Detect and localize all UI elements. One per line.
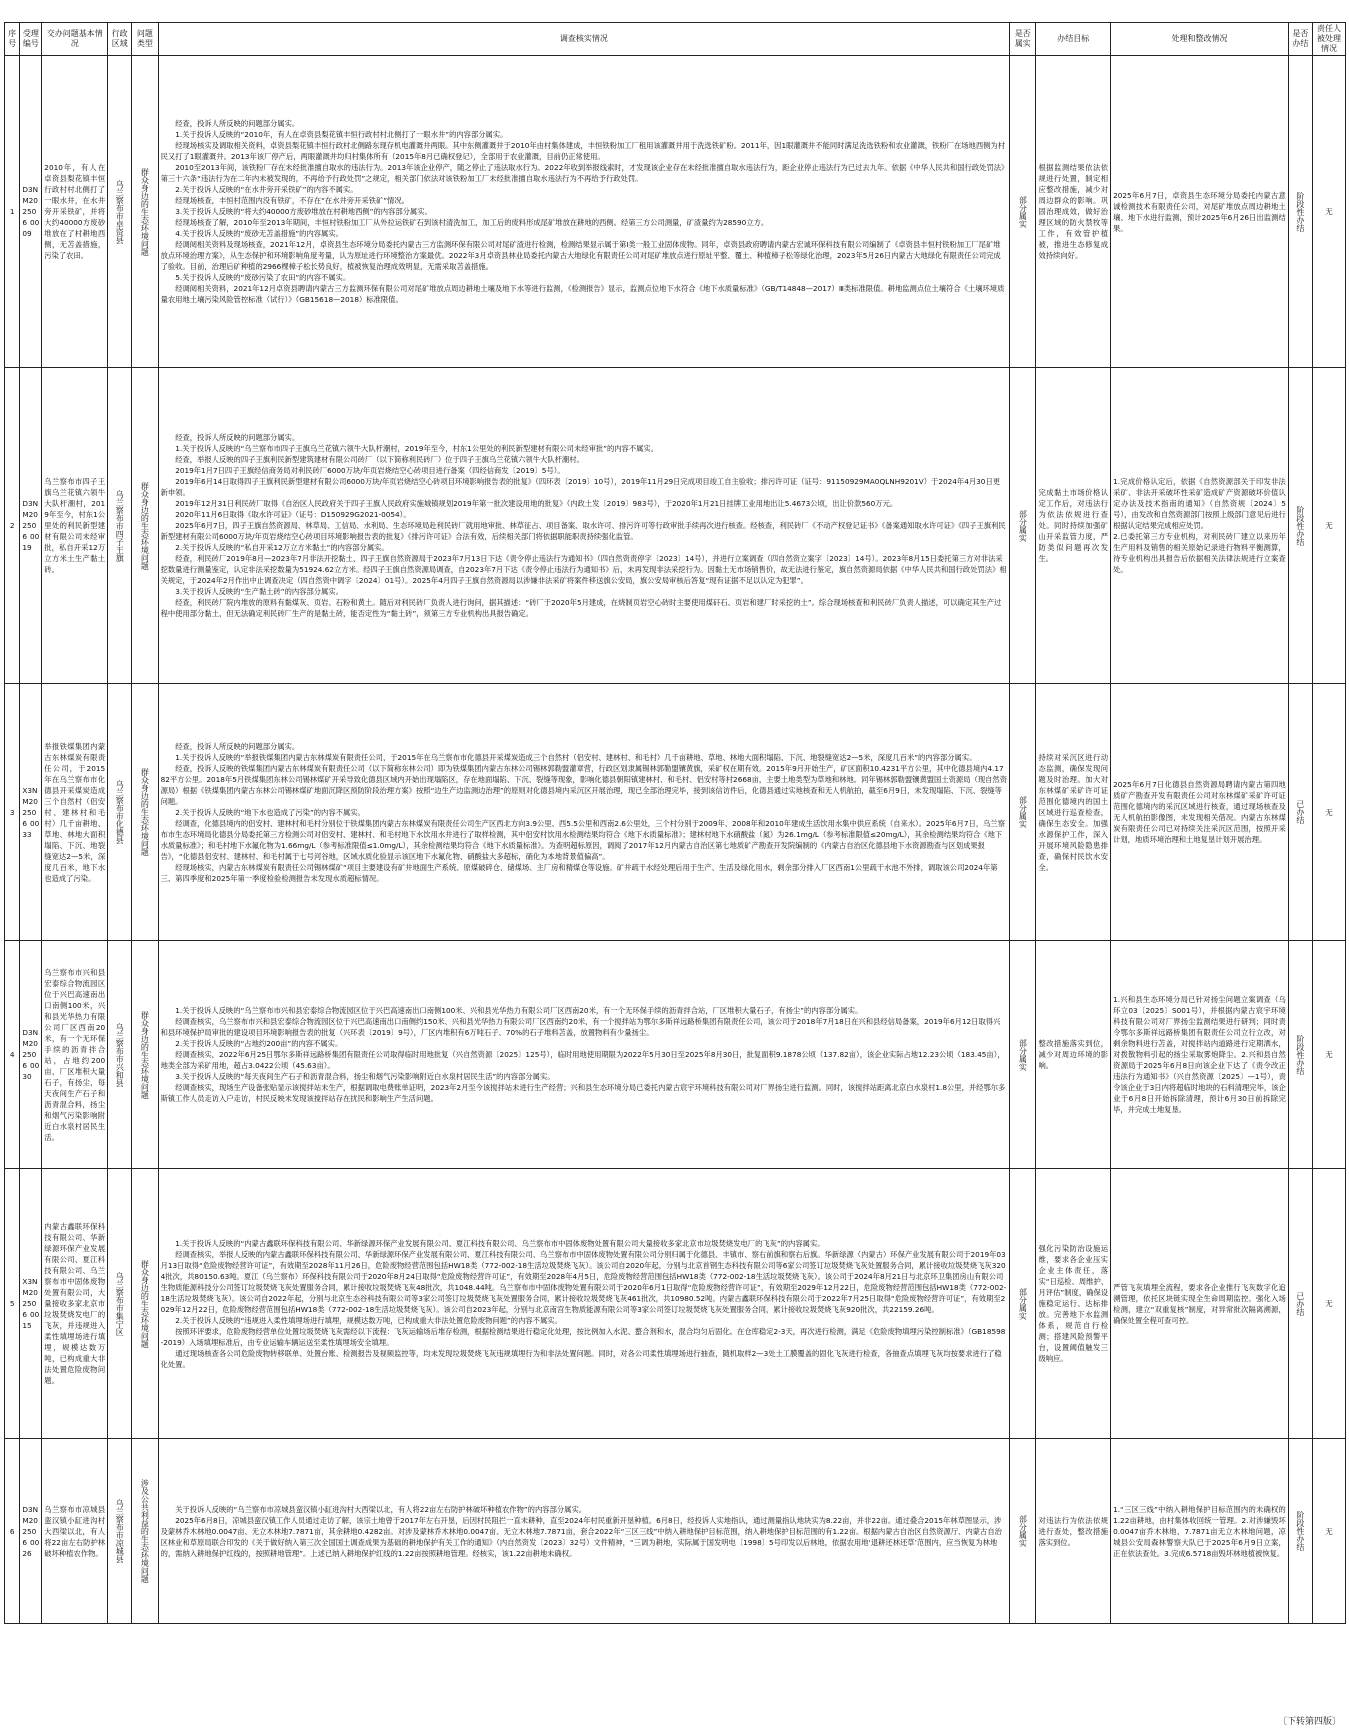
investigation-paragraph: 2019年1月7日四子王旗经信商务局对利民砖厂6000万块/年页岩烧结空心砖项目进行备案（四经信商发〔2019〕5号）。 <box>175 466 565 475</box>
row-goal: 根据监测结果依法依规进行处置，制定相应整改措施，减少对周边群众的影响。巩固治理成效，做好治理区域的防火禁牧等工作，有效管护植被，推进生态修复成效持续向好。 <box>1036 56 1111 368</box>
type-text: 群众身边的生态环境问题 <box>140 1010 150 1099</box>
row-handling: 严管飞灰填埋全流程，要求各企业推行飞灰数字化追溯管理，依托区块链实现全生命周期监控。强化入场检测，建立“双重复核”制度，对异常批次隔离溯源，确保处置全程可查可控。 <box>1111 1169 1289 1439</box>
investigation-paragraph: 2.关于投诉人反映的“违规进入柔性填埋场进行填埋，规模达数万吨，已构成重大非法处置危险废物问题”的内容不属实。 <box>175 1315 562 1325</box>
investigation-paragraph: 1.关于投诉人反映的“乌兰察布市兴和县宏泰综合物流园区位于兴巴高速南出口南侧100米、兴和县光华热力有限公司厂区西南20米，有一个无环保手续的沥青拌合站，厂区堆积大量石子，有扬尘”的内容部分属实。 <box>175 1006 863 1015</box>
truth-text: 部分属实 <box>1018 195 1028 228</box>
investigation-table <box>4 22 1346 1624</box>
row-code: X3NM202506 0015 <box>20 1169 42 1439</box>
row-investigation <box>158 684 1010 941</box>
row-truth <box>1010 684 1036 941</box>
region-text: 乌兰察布市兴和县 <box>115 1022 125 1087</box>
investigation-paragraph: 经调查核实，乌兰察布市兴和县宏泰综合物流园区位于兴巴高速南出口南侧约150米、兴和县光华热力有限公司厂区西南约20米，有一个搅拌站为鄂尔多斯祥远路桥集团有限责任公司，该公司于2018年7月18日在兴和县经信局备案，2019年6月12日取得兴和县环境保护局审批的建设项目环境影响报告表的批复（兴环表〔2019〕9号），厂区内堆积有6万吨石子、70%的石子堆料苫盖，放置物料有少量扬尘。 <box>160 1017 1001 1037</box>
investigation-paragraph: 经查，投诉人反映的铁煤集团内蒙古东林煤炭有限责任公司（以下简称东林公司）即为铁煤集团内蒙古东林公司锡林郭勒盟灌章营，行政区划隶属锡林郭勒盟镶黄旗，采矿权在期有效。2015年9月开始生产，矿区面积10.4231平方公里，其中化德县境内4.1782平方公里。2018年5月铁煤集团东林公司锡林煤矿开采导致化德县区域内开始出现塌陷区，存在地面塌陷、下沉、裂缝等现象，影响化德县朝阳镇建林村、和毛村、侣安村等村2668亩，主要土地类型为草地和林地。同年锡林郭勒盟镶黄盟国土资源局（现自然资源局）根据《铁煤集团内蒙古东林公司锡林煤矿地面沉降区预防阶段治理方案》按照“边生产边监测边治理”的原则对化德县境内采沉区开展治理，现已全部治理完毕，接到该信访件后，化德县通过实地核查和无人机航拍，截至6月9日，未发现塌陷、下沉、裂缝等问题。 <box>160 763 1008 806</box>
row-code: D3NM202506 0019 <box>20 368 42 684</box>
row-region <box>108 368 132 684</box>
row-closed <box>1288 1169 1312 1439</box>
row-handling: 1.兴和县生态环境分局已针对扬尘问题立案调查（乌环立03〔2025〕S001号），并根据内蒙古宸宇环境科技有限公司对厂界扬尘监测结果进行研判；同时责令鄂尔多斯祥远路桥集团有限责任公司立行立改，对剩余物料进行苫盖，对搅拌站内道路进行定期洒水，对拨散物料引起的扬尘采取雾炮降尘。2.兴和县自然资源局于2025年6月8日向该企业下达了《责令改正违法行为通知书》（兴自然资源〔2025〕—1号），责令该企业于3日内将超临时地块的石料清理完毕，该企业于6月8日开始拆除清理，预计6月30日前拆除完毕，并完成土地复垦。 <box>1111 941 1289 1169</box>
row-seq: 6 <box>5 1439 20 1624</box>
row-investigation <box>158 1439 1010 1624</box>
investigation-paragraph: 经现场核查，丰恒村范围内没有铁矿，不存在“在水井旁开采铁矿”情况。 <box>175 196 409 205</box>
investigation-paragraph: 1.关于投诉人反映的“举报铁煤集团内蒙古东林煤炭有限责任公司，于2015年在乌兰察布市化德县开采煤炭造成三个自然村（侣安村、建林村、和毛村）几千亩耕地、草地、林地大面积塌陷、下沉、地裂缝宽达2—5米，深度几百米”的内容部分属实。 <box>175 752 977 762</box>
row-goal: 完成黏土市场价格认定工作后，对违法行为依法依规进行查处。同时持续加强矿山开采监管力度，严防类似问题再次发生。 <box>1036 368 1111 684</box>
investigation-paragraph: 2.关于投诉人反映的“在水井旁开采铁矿”的内容不属实。 <box>175 185 358 194</box>
row-type <box>132 56 158 368</box>
investigation-paragraph: 2.关于投诉人反映的“私自开采12万立方米黏土”的内容部分属实。 <box>175 543 389 552</box>
investigation-paragraph: 2025年6月8日，凉城县蛮汉镇工作人员通过走访了解，该宗土地曾于2017年左右开垦，后因村民阻拦一直未耕种，直至2024年村民重新开垦种植。6月8日，经投诉人实地指认，通过测量指认地块实为8.22亩，并非22亩。通过叠合2015年林草图显示，涉及蒙林乔木林地0.0047亩、无立木林地7.7871亩，其余耕地0.4282亩。对涉及蒙林乔木林地0.0047亩、无立木林地7.7871亩，套合2022年“三区三线”中纳入耕地保护目标范围，纳入耕地保护目标范围的有1.22亩。根据内蒙古自治区自然资源厅、内蒙古自治区林业和草原局联合印发的《关于做好纳入第三次全国国土调查成果为基础的耕地保护有关工作的通知》（内自然资发〔2023〕32号）文件精神，“三调为耕地，实际属于国发明电〔1998〕5号印发以后林地，依据农用地‘退耕还林还草’范围内，应当恢复为林地的，需纳入耕地保护红线的，按照耕地管理”。上述已纳入耕地保护红线的1.22亩按照耕地管理。经核实，该1.22亩耕地未确权。 <box>160 1515 1002 1558</box>
row-goal: 强化污染防治设施运维，要求各企业压实企业主体责任，落实“日巡检、周维护、月评估”制度，确保设施稳定运行、达标排放。完善地下水监测体系，规范自行检测；搭建风险预警平台，设置阈值触发三级响应。 <box>1036 1169 1111 1439</box>
row-code: X3NM202506 0033 <box>20 684 42 941</box>
header-punish: 责任人被处理情况 <box>1313 23 1346 56</box>
truth-text: 部分属实 <box>1018 1287 1028 1320</box>
region-text: 乌兰察布市集宁区 <box>115 1271 125 1336</box>
row-handling: 2025年6月7日化德县自然资源局聘请内蒙古第四地质矿产勘查开发有限责任公司对东林煤矿采矿许可证范围化德境内的采沉区域进行核查，通过现场核查及无人机航拍影像图，未发现相关借况。内蒙古东林煤炭有限责任公司已对持续关注采沉区范围，按照开采计划，地质环境治理和土地复垦计划开展治理。 <box>1111 684 1289 941</box>
truth-text: 部分属实 <box>1018 509 1028 542</box>
row-goal: 整改措施落实到位，减少对周边环境的影响。 <box>1036 941 1111 1169</box>
row-investigation <box>158 1169 1010 1439</box>
investigation-paragraph: 2020年11月6日取得《取水许可证》（证号：D150929G2021-0054）。 <box>175 510 411 519</box>
investigation-paragraph: 2010至2013年间，该铁粉厂存在未经批准擅自取水的违法行为。2013年该企业停产，随之停止了违法取水行为。2022年收到举报线索时，才发现该企业存在未经批准擅自取水违法行为，距企业停止违法行为已过去九年。依据《中华人民共和国行政处罚法》第三十六条“违法行为在二年内未被发现的，不再给予行政处罚”之规定，相关部门依法对该铁粉加工厂未经批准擅自取水违法行为不再给予行政处罚。 <box>160 163 1005 183</box>
investigation-paragraph: 经现场核实，内蒙古东林煤炭有限责任公司锡林煤矿“项目主要建设有矿井地面生产系统、原煤破碎仓、储煤场、主厂房和精煤仓等设施。矿井疏干水经处理后用于生产、生活及绿化用水，剩余部分排入厂区西南1公里疏干水池不外排，调取该公司2024年第三、第四季度和2025年第一季度检验检测报告未发现水质超标情况。 <box>160 862 998 883</box>
investigation-paragraph: 2.关于投诉人反映的“占地约200亩”的内容不属实。 <box>175 1039 343 1048</box>
row-handling: 2025年6月7日，卓资县生态环境分局委托内蒙古意诚检测技术有限责任公司，对尾矿堆放点周边耕地土壤、地下水进行监测，预计2025年6月26日出监测结果。 <box>1111 56 1289 368</box>
row-handling: 1.“三区三线”中纳入耕地保护目标范围内的未确权的1.22亩耕地，由村集体收回统一管理。2.对涉嫌毁坏0.0047亩乔木林地、7.7871亩无立木林地问题，凉城县公安局森林警察大队已于2025年6月9日立案，正在依法查处。3.完成6.5718亩毁坏林地植被恢复。 <box>1111 1439 1289 1624</box>
closed-text: 阶段性办结 <box>1295 1511 1305 1551</box>
type-text: 群众身边的生态环境问题 <box>140 167 150 256</box>
row-truth <box>1010 56 1036 368</box>
header-seq: 序号 <box>5 23 20 56</box>
row-seq: 5 <box>5 1169 20 1439</box>
header-region: 行政区域 <box>108 23 132 56</box>
investigation-paragraph: 2019年12月31日利民砖厂取得《自治区人民政府关于四子王旗人民政府实施城镇规划2019年第一批次建设用地的批复》（内政土发〔2019〕983号），于2020年1月21日挂牌工业用地出让5.4673公顷，出让价款560万元。 <box>175 499 898 508</box>
investigation-paragraph: 2019年6月14日取得四子王旗利民新型建材有限公司6000万块/年页岩烧结空心砖项目环境影响报告表的批复》（四环表〔2019〕10号），2019年11月29日完成项目竣工自主验收；排污许可证（证号：91150929MA0QLNH9201V）于2024年4月30日更新申领。 <box>160 477 1001 497</box>
header-handling: 处理和整改情况 <box>1111 23 1289 56</box>
investigation-paragraph: 经调查核实，现场生产设备张贴显示该搅拌站未生产，根据调取电费账单证明，2023年2月至今该搅拌站未进行生产经营；兴和县生态环境分局已委托内蒙古宸宇环境科技有限公司对厂界扬尘进行监测。同时，该搅拌站距离北京白水泉村1.8公里，并经鄂尔多斯镇工作人员走访入户走访，村民反映未发现该搅拌站存在扰民和影响生产生活问题。 <box>160 1083 1006 1103</box>
row-truth <box>1010 941 1036 1169</box>
investigation-paragraph: 经查，投诉人所反映的问题部分属实。 <box>175 119 300 128</box>
investigation-paragraph: 经调查，化德县境内的侣安村、建林村和毛村分别位于铁煤集团内蒙古东林煤炭有限责任公司生产区西北方向3.9公里、西5.5公里和西南2.6公里处，三个村分别于2009年、2008年和2010年建成生活饮用水集中供应系统（自来水）。2025年6月7日，乌兰察布市生态环境局化德县分局委托第三方检测公司对侣安村、建林村、和毛村地下水饮用水井进行了取样检测，其中侣安村饮用水检测结果均符合《地下水质量标准》；建林村地下水硝酸盐（氮）为26.1mg/L（参考标准限值≤20mg/L），其余检测结果均符合《地下水质量标准》；和毛村地下水氟化物为1.66mg/L（参考标准限值≤1.0mg/L），其余检测结果均符合《地下水质量标准》。为查明超标原因，调阅了2017年12月内蒙古自治区第七地质矿产勘查开发院编制的《内蒙古自治区化德县地下水资源勘查与区划成果报告》，“化德县侣安村、建林村、和毛村属于七号河谷地，区域水质化验显示该区地下水氟化物、硝酸盐大多超标，硝化为本地背景值偏高”。 <box>160 818 1006 861</box>
row-issue: 乌兰察布市兴和县宏泰综合物流园区位于兴巴高速南出口南侧100米，兴和县光华热力有限公司厂区西南20米，有一个无环保手续的沥青拌合站，占地约200亩，厂区堆积大量石子，有扬尘，每天夜间生产石子和沥青混合料，扬尘和烟气污染影响附近白水泉村居民生活。 <box>42 941 108 1169</box>
row-closed <box>1288 1439 1312 1624</box>
table-header-row <box>5 23 1346 56</box>
investigation-paragraph: 经查，投诉人所反映的问题部分属实。 <box>175 433 300 442</box>
continued-note: 〔下转第四版〕 <box>1277 1717 1341 1727</box>
closed-text: 已办结 <box>1295 800 1305 824</box>
closed-text: 阶段性办结 <box>1295 1034 1305 1075</box>
type-text: 涉及公共利益的生态环境问题 <box>140 1479 150 1583</box>
truth-text: 部分属实 <box>1018 1515 1028 1547</box>
row-seq: 4 <box>5 941 20 1169</box>
table-row <box>5 1169 1346 1439</box>
row-seq: 2 <box>5 368 20 684</box>
header-type: 问题类型 <box>132 23 158 56</box>
investigation-paragraph: 2025年6月7日，四子王旗自然资源局、林草局、工信局、水利局、生态环境局赴利民砖厂就用地审批、林草征占、项目备案、取水许可、排污许可等行政审批手续再次进行核查。经核查，利民砖厂《不动产权登记证书》《备案通知取水许可证》《四子王旗利民新型建材有限公司6000万块/年页岩烧结空心砖项目环境影响报告表的批复》《排污许可证》合法有效，后续相关部门将依据职能职责持续强化监管。 <box>160 521 1006 541</box>
table-row <box>5 941 1346 1169</box>
row-truth <box>1010 1439 1036 1624</box>
row-seq: 3 <box>5 684 20 941</box>
row-region <box>108 1169 132 1439</box>
investigation-paragraph: 关于投诉人反映的“乌兰察布市凉城县蛮汉镇小缸进沟村大西梁以北，有人将22亩左右防护林破坏种植农作物”的内容部分属实。 <box>175 1504 587 1514</box>
row-region <box>108 56 132 368</box>
row-issue: 举报铁煤集团内蒙古东林煤炭有限责任公司，于2015年在乌兰察布市化德县开采煤炭造成三个自然村（侣安村、建林村和毛村）几千亩耕地、草地、林地大面积塌陷、下沉、地裂缝宽达2—5米，深度几百米，地下水也造成了污染。 <box>42 684 108 941</box>
region-text: 乌兰察布市四子王旗 <box>115 489 125 562</box>
type-text: 群众身边的生态环境问题 <box>140 1259 150 1348</box>
investigation-paragraph: 经现场核查了解，2010年至2013年期间，丰恒村铁粉加工厂从外拉运铁矿石到该村清洗加工，加工后的废料形成尾矿堆放在耕地的西侧。经第三方公司测量，矿渣量约为28590立方。 <box>175 218 769 227</box>
investigation-paragraph: 1.关于投诉人反映的“内蒙古鑫联环保科技有限公司、华新绿源环保产业发展有限公司、夏江科技有限公司、乌兰察布市中固体废物处置有限公司大量接收多家北京市垃圾焚烧发电厂的飞灰”的内容属实。 <box>175 1238 825 1248</box>
row-type <box>132 1439 158 1624</box>
header-issue: 交办问题基本情况 <box>42 23 108 56</box>
row-type <box>132 368 158 684</box>
closed-text: 已办结 <box>1295 1291 1305 1316</box>
closed-text: 阶段性办结 <box>1295 191 1305 232</box>
header-goal: 办结目标 <box>1036 23 1111 56</box>
investigation-paragraph: 经查，利民砖厂2019年8月—2023年7月非法开挖黏土，四子王旗自然资源局于2023年7月13日下达《责令停止违法行为通知书》（四自然资责停字〔2023〕14号），并进行立案调查（四自然资立案字〔2023〕14号）。2023年8月15日委托第三方对非法采挖数量进行测量鉴定，认定非法采挖数量为51924.62立方米。经四子王旗自然资源局调查，自2023年7月下达《责令停止违法行为通知书》后，未再发现非法采挖行为。因黏土无市场销售价，故无法进行鉴定，旗自然资源局依据《中华人民共和国行政处罚法》相关规定，于2024年2月作出中止调查决定（四自然资中调字〔2024〕01号）。2025年4月四子王旗自然资源局以涉嫌非法采矿将案件移送旗公安局，旗公安局审核后答复“现有证据不足以认定为犯罪”。 <box>160 554 1007 585</box>
region-text: 乌兰察布市卓资县 <box>115 179 125 244</box>
row-region <box>108 941 132 1169</box>
row-goal: 持续对采沉区进行动态监测，确保发现问题及时治理。加大对东林煤矿采矿许可证范围化德境内的国土区域进行巡查检查，确保生态安全。加强水源保护工作，深入开展环境风险隐患排查，确保村民饮水安全。 <box>1036 684 1111 941</box>
header-closed: 是否办结 <box>1288 23 1312 56</box>
row-issue: 内蒙古鑫联环保科技有限公司、华新绿源环保产业发展有限公司、夏江科技有限公司、乌兰察布市中固体废物处置有限公司，大量接收多家北京市垃圾焚烧发电厂的飞灰，并违规进入柔性填埋场进行填埋，规模达数万吨，已构成重大非法处置危险废物问题。 <box>42 1169 108 1439</box>
investigation-paragraph: 经调阅相关资料及现场核查，2021年12月，卓资县生态环境分局委托内蒙古三方监测环保有限公司对尾矿渣进行检测，检测结果显示属于第Ⅰ类一般工业固体废物。同年，卓资县政府聘请内蒙古宏诚环保科技有限公司编制了《卓资县丰恒村铁粉加工厂尾矿堆放点环境治理方案》，从生态保护和环境影响角度考量，认为原址进行环境整治方案最优。2022年3月卓资县林业局委托内蒙古大地绿化有限责任公司对尾矿堆放点进行原址平整、覆土、种植樟子松等绿化治理，2023年5月26日内蒙古大地绿化有限责任公司完成了验收。目前，治理后矿种植的2966棵樟子松长势良好，植被恢复治理成效明显，无需采取苫盖措施。 <box>160 240 1001 271</box>
investigation-paragraph: 4.关于投诉人反映的“废砂无苫盖措施”的内容属实。 <box>175 229 343 238</box>
row-type <box>132 1169 158 1439</box>
row-issue: 乌兰察布市四子王旗乌兰花镇六领牛大队杆潮村，2019年至今，村东1公里处的利民新型建材有限公司未经审批，私自开采12万立方米土生产黏土砖。 <box>42 368 108 684</box>
row-closed <box>1288 941 1312 1169</box>
investigation-paragraph: 经调查核实，2022年6月25日鄂尔多斯祥远路桥集团有限责任公司取得临时用地批复（兴自然资源〔2025〕125号），临时用地使用期限为2022年5月30日至2025年8月30日，批复面积9.1878公顷（137.82亩），该企业实际占地12.23公顷（183.45亩），地类全部为采矿用地，超占3.0422公顷（45.63亩）。 <box>160 1050 1005 1070</box>
table-row <box>5 1439 1346 1624</box>
region-text: 乌兰察布市化德县 <box>115 780 125 844</box>
investigation-paragraph: 2.关于投诉人反映的“地下水也造成了污染”的内容不属实。 <box>175 807 365 817</box>
row-investigation <box>158 941 1010 1169</box>
row-punish: 无 <box>1313 56 1346 368</box>
investigation-paragraph: 经调阅相关资料，2021年12月卓资县聘请内蒙古三方监测环保有限公司对尾矿堆放点周边耕地土壤及地下水等进行监测，《检测报告》显示，监测点位地下水符合《地下水质量标准》（GB/T14848—2017）Ⅲ类标准限值。耕地监测点位土壤符合《土壤环境质量农用地土壤污染风险管控标准（试行）》（GB15618—2018）标准限值。 <box>160 284 1005 304</box>
table-row <box>5 56 1346 368</box>
closed-text: 阶段性办结 <box>1295 505 1305 546</box>
row-goal: 对违法行为依法依规进行查处，整改措施落实到位。 <box>1036 1439 1111 1624</box>
investigation-paragraph: 经查，投诉人所反映的问题部分属实。 <box>175 741 300 751</box>
region-text: 乌兰察布市凉城县 <box>115 1499 125 1563</box>
row-issue: 2010年，有人在卓资县梨花镇丰恒行政村村北侧打了一眼水井，在水井旁开采铁矿，并将大约40000方废砂堆放在了村耕地西侧，无苫盖措施，污染了农田。 <box>42 56 108 368</box>
header-investigation: 调查核实情况 <box>158 23 1010 56</box>
row-investigation <box>158 56 1010 368</box>
investigation-paragraph: 经查，举报人反映的四子王旗利民新型建筑建材有限公司砖厂（以下简称利民砖厂）位于四子王旗乌兰花镇六领牛大队杆潮村。 <box>175 455 584 464</box>
investigation-paragraph: 3.关于投诉人反映的“将大约40000方废砂堆放在村耕地西侧”的内容部分属实。 <box>175 207 432 216</box>
row-handling: 1.完成价格认定后，依据《自然资源部关于印发非法采矿、非法开采破坏性采矿造成矿产资源破坏价值认定办法及技术指南的通知》（自然资规〔2024〕5号），由发改和自然资源部门按照上级部门意见后进行根据认定结果完成相应处罚。 2.已委托第三方专业机构，对利民砖厂建立以来历年生产用料及销售的相关原始记录进行物料平衡测算，待专业机构出具报告后依据相关法律法规进行立案查处。 <box>1111 368 1289 684</box>
row-truth <box>1010 368 1036 684</box>
investigation-paragraph: 1.关于投诉人反映的“乌兰察布市四子王旗乌兰花镇六领牛大队杆潮村，2019年至今，村东1公里处的利民新型建材有限公司未经审批”的内容不属实。 <box>175 444 659 453</box>
row-type <box>132 941 158 1169</box>
row-closed <box>1288 368 1312 684</box>
investigation-paragraph: 按照环评要求，危险废物经营单位处置垃圾焚烧飞灰需经以下流程：飞灰运输场后堆存检测，根据检测结果进行稳定化处理，按比例加入水泥、螯合剂和水，混合均匀后固化。在仓库稳定2-3天，再次进行检测，满足《危险废物填埋污染控制标准》（GB18598-2019）入场填埋标准后，由专业运输车辆运送至柔性填埋场安全填埋。 <box>160 1326 1006 1347</box>
investigation-paragraph: 经调查核实，举报人反映的内蒙古鑫联环保科技有限公司、华新绿源环保产业发展有限公司、夏江科技有限公司、乌兰察布市中固体废物处置有限公司分别归属于化德县、丰镇市、察右前旗和察右后旗。华新绿源（内蒙古）环保产业发展有限公司于2019年03月13日取得“危险废物经营许可证”，有效期至2028年11月26日，危险废物经营范围包括HW18类（772-002-18生活垃圾焚烧飞灰）。该公司自2020年起，分别与北京首钢生态科技有限公司等6家公司签订垃圾焚烧飞灰处置服务合同，累计接收垃圾焚烧飞灰3204批次，共80150.63吨。夏江（乌兰察布）环保科技有限公司于2020年8月24日取得“危险废物经营许可证”，有效期至2028年4月5日，危险废物经营范围包括HW18类（772-002-18生活垃圾焚烧飞灰）。该公司于2024年8月21日与北京环卫集团房山有限公司生物质能源科技分公司签订垃圾焚烧飞灰处置服务合同，累计接收垃圾焚烧飞灰48批次，共1048.44吨。乌兰察布市中固体废物处置有限公司于2020年6月1日取得“危险废物经营许可证”，有效期至2029年12月22日，危险废物经营范围包括HW18类（772-002-18生活垃圾焚烧飞灰）。该公司自2022年起，分别与北京生态谷科技有限公司等3家公司签订垃圾焚烧飞灰处置服务合同，累计接收垃圾焚烧飞灰461批次，共10980.52吨。内蒙古鑫联环保科技有限公司于2022年7月25日取得“危险废物经营许可证”，有效期至2029年12月22日，危险废物经营范围包括HW18类（772-002-18生活垃圾焚烧飞灰）。该公司自2023年起，分别与北京南宫生物质能源有限公司等3家公司签订垃圾焚烧飞灰处置服务合同，累计接收垃圾焚烧飞灰920批次，共22159.26吨。 <box>160 1249 1007 1314</box>
row-punish: 无 <box>1313 941 1346 1169</box>
table-row <box>5 684 1346 941</box>
row-code: D3NM202506 0009 <box>20 56 42 368</box>
row-punish: 无 <box>1313 1439 1346 1624</box>
row-code: D3NM202506 0030 <box>20 941 42 1169</box>
row-seq: 1 <box>5 56 20 368</box>
header-code: 受理编号 <box>20 23 42 56</box>
investigation-paragraph: 通过现场核查各公司危险废物转移联单、处置台账、检测报告及视频监控等，均未发现垃圾焚烧飞灰违规填埋行为和非法处置问题。同时，对各公司柔性填埋场进行抽查，随机取样2—3处土工膜覆盖的固化飞灰进行检查，各抽查点填埋飞灰均按要求进行了稳化处置。 <box>160 1348 1002 1369</box>
row-punish: 无 <box>1313 368 1346 684</box>
row-punish: 无 <box>1313 684 1346 941</box>
investigation-paragraph: 3.关于投诉人反映的“生产黏土砖”的内容部分属实。 <box>175 587 343 596</box>
investigation-paragraph: 经查，利民砖厂院内堆放的原料有黏煤灰、页岩、石粉和黄土。随后对利民砖厂负责人进行询问，据其描述：“砖厂于2020年5月建成，在烧制页岩空心砖时主要使用煤矸石、页岩和建厂时采挖的土”。综合现场核查和利民砖厂负责人描述，可以确定其生产过程中使用部分黏土，但无法确定利民砖厂生产的是黏土砖，能否定性为“黏土砖”，须第三方专业机构出具报告确定。 <box>160 598 1002 618</box>
row-region <box>108 684 132 941</box>
row-closed <box>1288 56 1312 368</box>
investigation-paragraph: 1.关于投诉人反映的“2010年，有人在卓资县梨花镇丰恒行政村村北侧打了一眼水井”的内容部分属实。 <box>175 130 508 139</box>
investigation-paragraph: 经现场核实及调取相关资料，卓资县梨花镇丰恒行政村北侧路东现存机电灌溉井两眼。其中东侧灌溉井于2010年由村集体建成，丰恒铁粉加工厂租用该灌溉井用于洗选铁矿粉。2011年，因1眼灌溉井不能同时满足洗选铁粉和农业灌溉，铁粉厂在场地西侧为村民又打了1眼灌溉井。2013年该厂停产后，两眼灌溉井均归村集体所有（2015年8月已确权登记），全部用于农业灌溉，目前仍正常使用。 <box>160 141 1006 161</box>
row-truth <box>1010 1169 1036 1439</box>
truth-text: 部分属实 <box>1018 1038 1028 1071</box>
row-region <box>108 1439 132 1624</box>
row-issue: 乌兰察布市凉城县蛮汉镇小缸进沟村大西梁以北，有人将22亩左右防护林破坏种植农作物。 <box>42 1439 108 1624</box>
header-truth: 是否属实 <box>1010 23 1036 56</box>
investigation-paragraph: 3.关于投诉人反映的“每天夜间生产石子和沥青混合料，扬尘和烟气污染影响附近白水泉村居民生活”的内容部分属实。 <box>175 1072 555 1081</box>
row-code: D3NM202506 0026 <box>20 1439 42 1624</box>
investigation-paragraph: 5.关于投诉人反映的“废砂污染了农田”的内容不属实。 <box>175 273 351 282</box>
type-text: 群众身边的生态环境问题 <box>140 481 150 570</box>
truth-text: 部分属实 <box>1018 796 1028 828</box>
row-punish: 无 <box>1313 1169 1346 1439</box>
row-type <box>132 684 158 941</box>
table-row <box>5 368 1346 684</box>
type-text: 群众身边的生态环境问题 <box>140 768 150 856</box>
row-closed <box>1288 684 1312 941</box>
row-investigation <box>158 368 1010 684</box>
